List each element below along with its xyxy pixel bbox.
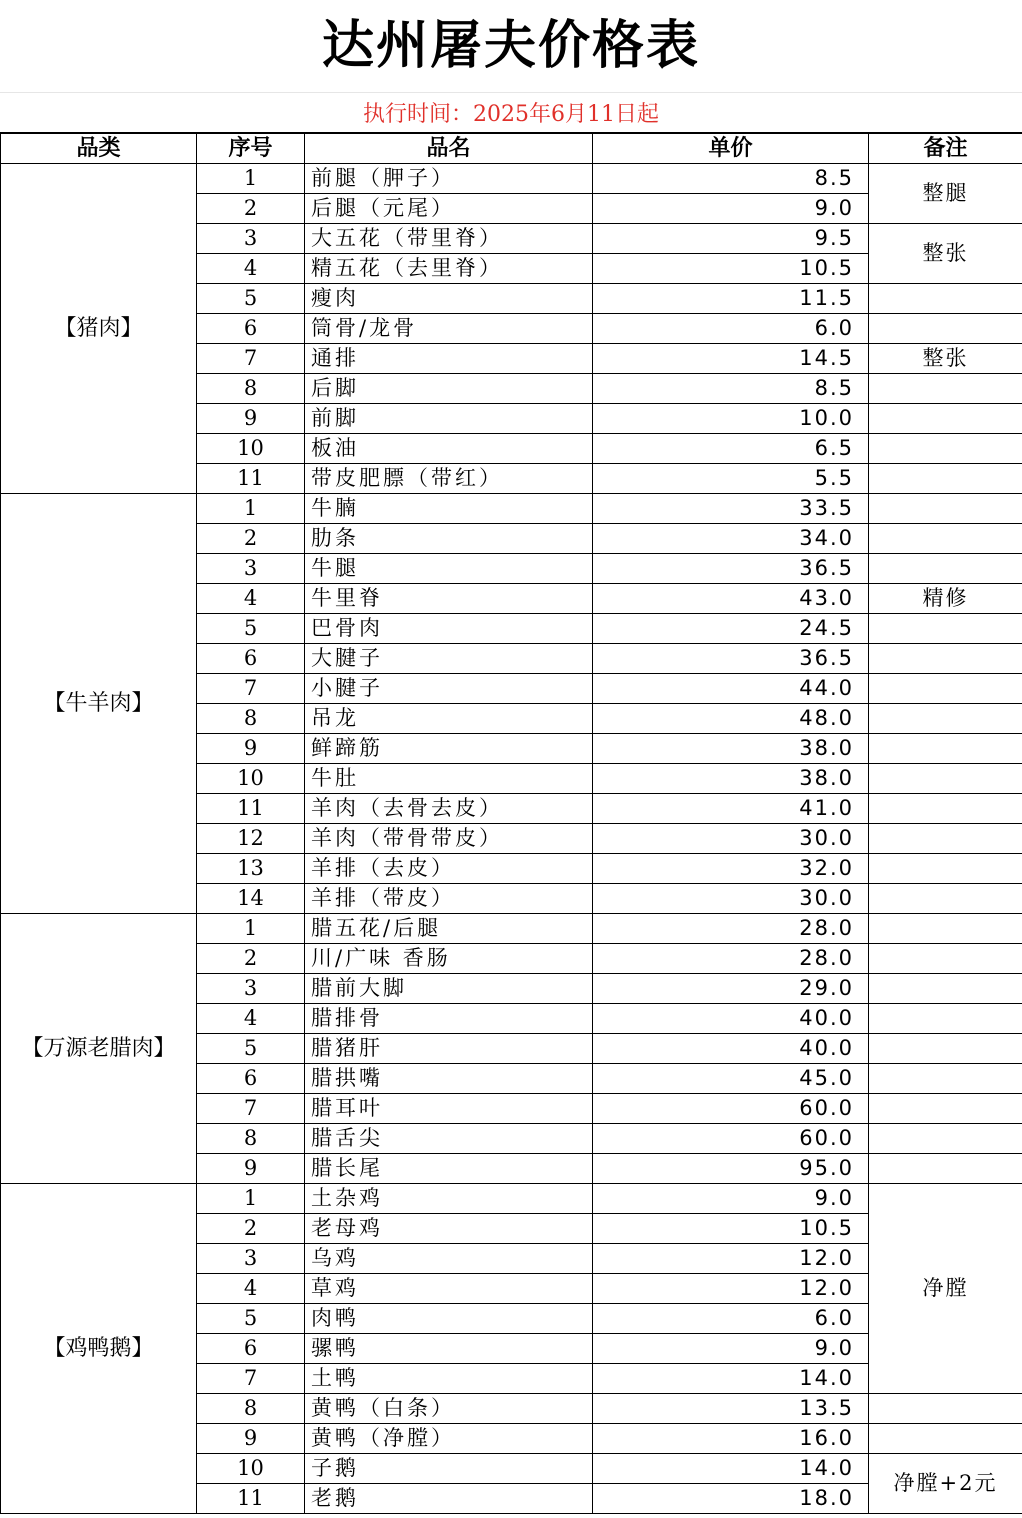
item-remark xyxy=(869,434,1022,464)
item-remark xyxy=(869,1094,1022,1124)
item-number: 6 xyxy=(197,644,305,674)
item-remark xyxy=(869,494,1022,524)
item-name: 牛腿 xyxy=(305,554,593,584)
item-name: 黄鸭（净膛） xyxy=(305,1424,593,1454)
item-number: 6 xyxy=(197,1334,305,1364)
item-name: 牛肚 xyxy=(305,764,593,794)
table-row xyxy=(1,1184,1022,1214)
item-price: 9.0 xyxy=(593,1334,869,1364)
item-number: 3 xyxy=(197,224,305,254)
item-price: 6.0 xyxy=(593,1304,869,1334)
item-name: 前腿（胛子） xyxy=(305,164,593,194)
item-number: 9 xyxy=(197,1424,305,1454)
category-label: 【牛羊肉】 xyxy=(1,494,197,914)
item-price: 14.5 xyxy=(593,344,869,374)
item-number: 7 xyxy=(197,1364,305,1394)
item-remark xyxy=(869,734,1022,764)
item-number: 2 xyxy=(197,194,305,224)
page-title: 达州屠夫价格表 xyxy=(321,16,700,76)
item-price: 29.0 xyxy=(593,974,869,1004)
item-remark xyxy=(869,974,1022,1004)
item-number: 10 xyxy=(197,434,305,464)
item-remark xyxy=(869,704,1022,734)
item-remark xyxy=(869,854,1022,884)
item-price: 34.0 xyxy=(593,524,869,554)
item-number: 4 xyxy=(197,1274,305,1304)
item-remark xyxy=(869,944,1022,974)
item-name: 土鸭 xyxy=(305,1364,593,1394)
header-unit-price: 单价 xyxy=(593,133,869,164)
item-number: 7 xyxy=(197,1094,305,1124)
item-remark xyxy=(869,1034,1022,1064)
item-price: 9.0 xyxy=(593,194,869,224)
item-remark: 净膛+2元 xyxy=(869,1454,1022,1514)
item-name: 后脚 xyxy=(305,374,593,404)
item-remark xyxy=(869,464,1022,494)
item-name: 瘦肉 xyxy=(305,284,593,314)
item-price: 13.5 xyxy=(593,1394,869,1424)
item-name: 大五花（带里脊） xyxy=(305,224,593,254)
header-remarks: 备注 xyxy=(869,133,1022,164)
table-body xyxy=(1,164,1022,1514)
item-name: 乌鸡 xyxy=(305,1244,593,1274)
item-name: 通排 xyxy=(305,344,593,374)
item-price: 33.5 xyxy=(593,494,869,524)
item-name: 精五花（去里脊） xyxy=(305,254,593,284)
item-remark xyxy=(869,314,1022,344)
item-price: 9.0 xyxy=(593,1184,869,1214)
item-price: 10.0 xyxy=(593,404,869,434)
item-number: 10 xyxy=(197,1454,305,1484)
item-name: 腊五花/后腿 xyxy=(305,914,593,944)
item-number: 5 xyxy=(197,614,305,644)
item-name: 巴骨肉 xyxy=(305,614,593,644)
item-price: 36.5 xyxy=(593,554,869,584)
item-name: 腊长尾 xyxy=(305,1154,593,1184)
item-price: 5.5 xyxy=(593,464,869,494)
item-number: 11 xyxy=(197,1484,305,1514)
item-number: 3 xyxy=(197,554,305,584)
item-number: 5 xyxy=(197,1304,305,1334)
item-price: 45.0 xyxy=(593,1064,869,1094)
item-price: 28.0 xyxy=(593,914,869,944)
item-name: 吊龙 xyxy=(305,704,593,734)
effective-date: 执行时间：2025年6月11日起 xyxy=(0,92,1022,133)
item-name: 土杂鸡 xyxy=(305,1184,593,1214)
item-name: 后腿（元尾） xyxy=(305,194,593,224)
item-price: 40.0 xyxy=(593,1034,869,1064)
item-remark xyxy=(869,794,1022,824)
item-price: 10.5 xyxy=(593,254,869,284)
item-name: 腊排骨 xyxy=(305,1004,593,1034)
item-price: 16.0 xyxy=(593,1424,869,1454)
item-remark: 精修 xyxy=(869,584,1022,614)
item-name: 带皮肥膘（带红） xyxy=(305,464,593,494)
item-number: 5 xyxy=(197,284,305,314)
item-price: 44.0 xyxy=(593,674,869,704)
category-label: 【万源老腊肉】 xyxy=(1,914,197,1184)
item-name: 腊前大脚 xyxy=(305,974,593,1004)
item-remark xyxy=(869,644,1022,674)
header-category: 品类 xyxy=(1,133,197,164)
item-name: 腊拱嘴 xyxy=(305,1064,593,1094)
item-remark xyxy=(869,824,1022,854)
item-remark xyxy=(869,1394,1022,1424)
item-price: 48.0 xyxy=(593,704,869,734)
item-remark: 净膛 xyxy=(869,1184,1022,1394)
table-row xyxy=(1,164,1022,194)
item-name: 小腱子 xyxy=(305,674,593,704)
item-name: 肋条 xyxy=(305,524,593,554)
item-remark xyxy=(869,1124,1022,1154)
header-number: 序号 xyxy=(197,133,305,164)
item-price: 14.0 xyxy=(593,1454,869,1484)
item-remark xyxy=(869,554,1022,584)
item-name: 板油 xyxy=(305,434,593,464)
item-number: 8 xyxy=(197,374,305,404)
item-number: 9 xyxy=(197,404,305,434)
item-price: 6.0 xyxy=(593,314,869,344)
item-number: 1 xyxy=(197,164,305,194)
table-row xyxy=(1,914,1022,944)
item-price: 24.5 xyxy=(593,614,869,644)
item-price: 43.0 xyxy=(593,584,869,614)
category-label: 【猪肉】 xyxy=(1,164,197,494)
item-price: 28.0 xyxy=(593,944,869,974)
item-price: 10.5 xyxy=(593,1214,869,1244)
item-number: 7 xyxy=(197,344,305,374)
item-remark: 整张 xyxy=(869,224,1022,284)
item-remark xyxy=(869,1004,1022,1034)
item-number: 5 xyxy=(197,1034,305,1064)
item-number: 8 xyxy=(197,1394,305,1424)
item-price: 60.0 xyxy=(593,1124,869,1154)
item-name: 子鹅 xyxy=(305,1454,593,1484)
item-number: 3 xyxy=(197,974,305,1004)
item-number: 2 xyxy=(197,1214,305,1244)
item-name: 鲜蹄筋 xyxy=(305,734,593,764)
item-price: 60.0 xyxy=(593,1094,869,1124)
item-price: 30.0 xyxy=(593,824,869,854)
item-remark xyxy=(869,1424,1022,1454)
item-number: 10 xyxy=(197,764,305,794)
item-number: 2 xyxy=(197,944,305,974)
item-name: 腊舌尖 xyxy=(305,1124,593,1154)
item-number: 11 xyxy=(197,464,305,494)
item-price: 38.0 xyxy=(593,734,869,764)
item-remark xyxy=(869,284,1022,314)
item-remark: 整张 xyxy=(869,344,1022,374)
item-name: 川/广味 香肠 xyxy=(305,944,593,974)
item-price: 95.0 xyxy=(593,1154,869,1184)
item-number: 1 xyxy=(197,914,305,944)
item-price: 41.0 xyxy=(593,794,869,824)
item-number: 6 xyxy=(197,1064,305,1094)
item-remark xyxy=(869,1154,1022,1184)
item-number: 13 xyxy=(197,854,305,884)
item-price: 18.0 xyxy=(593,1484,869,1514)
table-row xyxy=(1,494,1022,524)
header-item-name: 品名 xyxy=(305,133,593,164)
price-table xyxy=(0,132,1022,1514)
item-number: 4 xyxy=(197,254,305,284)
item-price: 12.0 xyxy=(593,1244,869,1274)
item-name: 前脚 xyxy=(305,404,593,434)
item-name: 肉鸭 xyxy=(305,1304,593,1334)
item-name: 腊猪肝 xyxy=(305,1034,593,1064)
item-price: 8.5 xyxy=(593,374,869,404)
item-number: 9 xyxy=(197,1154,305,1184)
item-name: 牛腩 xyxy=(305,494,593,524)
item-number: 8 xyxy=(197,704,305,734)
item-price: 30.0 xyxy=(593,884,869,914)
item-number: 12 xyxy=(197,824,305,854)
item-number: 6 xyxy=(197,314,305,344)
item-name: 老母鸡 xyxy=(305,1214,593,1244)
item-remark xyxy=(869,404,1022,434)
item-name: 羊肉（带骨带皮） xyxy=(305,824,593,854)
item-price: 11.5 xyxy=(593,284,869,314)
item-number: 11 xyxy=(197,794,305,824)
item-name: 羊排（带皮） xyxy=(305,884,593,914)
item-price: 38.0 xyxy=(593,764,869,794)
item-number: 3 xyxy=(197,1244,305,1274)
item-remark xyxy=(869,524,1022,554)
item-name: 骡鸭 xyxy=(305,1334,593,1364)
item-price: 14.0 xyxy=(593,1364,869,1394)
item-number: 4 xyxy=(197,584,305,614)
item-name: 羊肉（去骨去皮） xyxy=(305,794,593,824)
item-number: 1 xyxy=(197,1184,305,1214)
item-name: 草鸡 xyxy=(305,1274,593,1304)
item-remark xyxy=(869,764,1022,794)
item-name: 老鹅 xyxy=(305,1484,593,1514)
item-remark xyxy=(869,1064,1022,1094)
item-price: 36.5 xyxy=(593,644,869,674)
table-header-row xyxy=(1,133,1022,164)
item-price: 6.5 xyxy=(593,434,869,464)
item-remark xyxy=(869,914,1022,944)
item-remark xyxy=(869,674,1022,704)
item-number: 2 xyxy=(197,524,305,554)
item-name: 腊耳叶 xyxy=(305,1094,593,1124)
item-remark xyxy=(869,614,1022,644)
item-name: 牛里脊 xyxy=(305,584,593,614)
item-price: 9.5 xyxy=(593,224,869,254)
category-label: 【鸡鸭鹅】 xyxy=(1,1184,197,1514)
item-name: 大腱子 xyxy=(305,644,593,674)
item-number: 4 xyxy=(197,1004,305,1034)
item-number: 9 xyxy=(197,734,305,764)
item-remark xyxy=(869,884,1022,914)
item-price: 12.0 xyxy=(593,1274,869,1304)
item-name: 黄鸭（白条） xyxy=(305,1394,593,1424)
item-remark xyxy=(869,374,1022,404)
item-number: 7 xyxy=(197,674,305,704)
item-price: 32.0 xyxy=(593,854,869,884)
item-number: 14 xyxy=(197,884,305,914)
item-price: 40.0 xyxy=(593,1004,869,1034)
item-name: 筒骨/龙骨 xyxy=(305,314,593,344)
item-number: 1 xyxy=(197,494,305,524)
item-remark: 整腿 xyxy=(869,164,1022,224)
item-name: 羊排（去皮） xyxy=(305,854,593,884)
item-number: 8 xyxy=(197,1124,305,1154)
item-price: 8.5 xyxy=(593,164,869,194)
